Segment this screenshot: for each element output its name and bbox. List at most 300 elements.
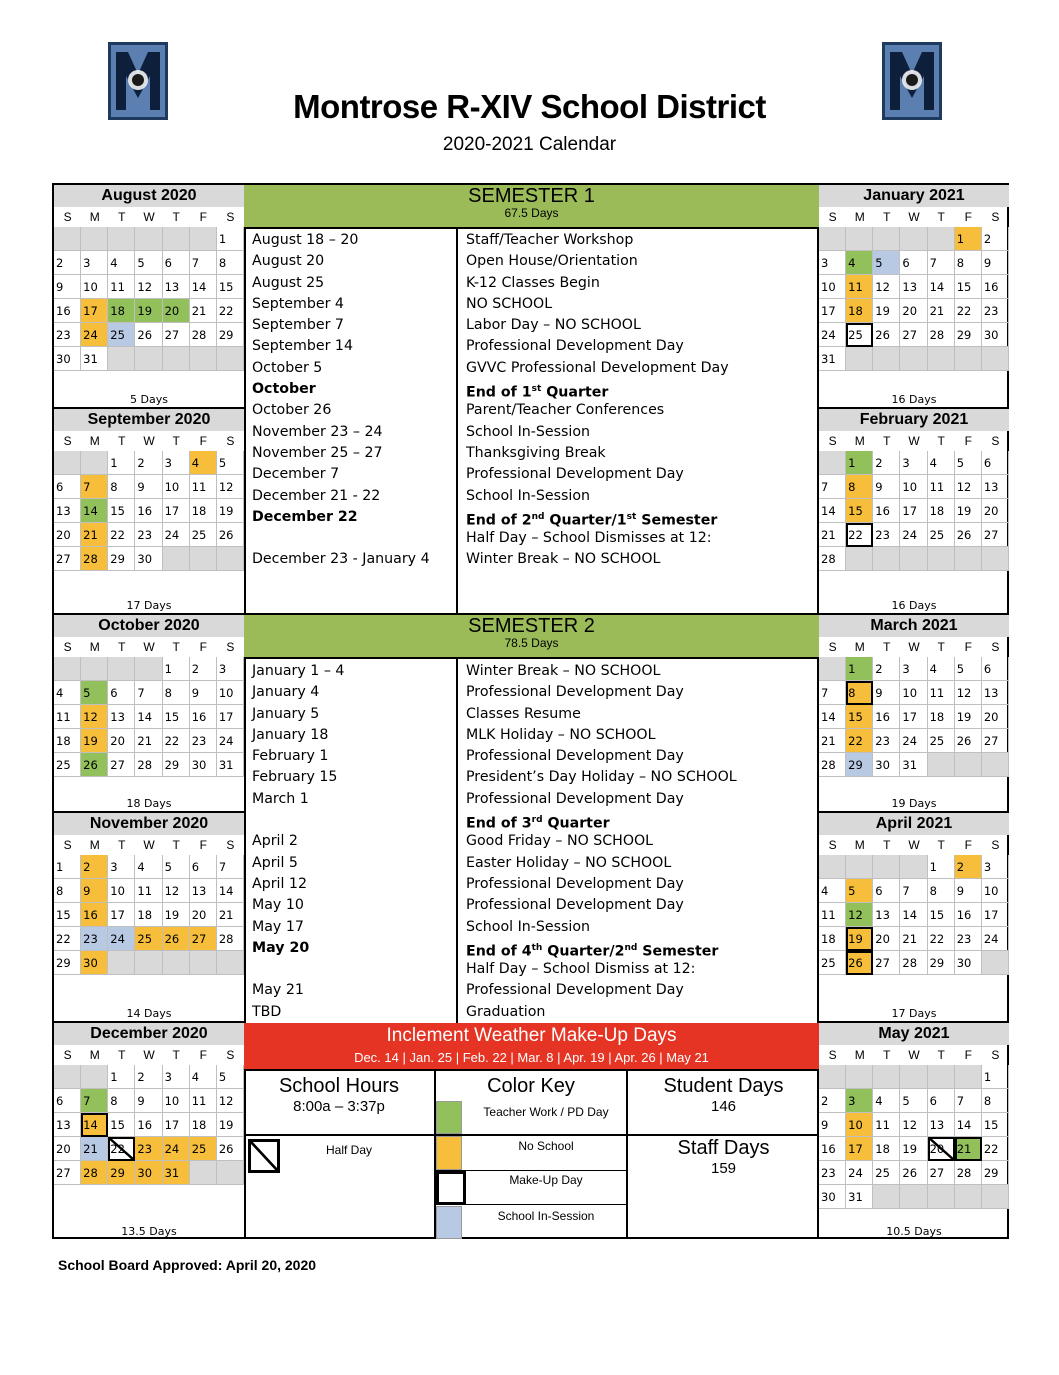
month-panel-april: [817, 813, 1007, 1023]
calendar-empty-cell: [163, 951, 190, 975]
event-row: [244, 400, 819, 421]
calendar-empty-cell: [135, 657, 162, 681]
event-description: School In-Session: [466, 487, 591, 504]
weekday-label: S: [63, 434, 72, 448]
calendar-day: 7: [900, 879, 927, 903]
calendar-day: 13: [108, 705, 135, 729]
event-date: May 10: [252, 897, 304, 914]
event-row: [244, 704, 819, 725]
weekday-label: W: [908, 434, 920, 448]
calendar-day: 25: [54, 753, 81, 777]
semester2-days: 78.5 Days: [504, 636, 559, 650]
day-grid: [819, 657, 1009, 777]
calendar-day: 19: [873, 299, 900, 323]
calendar-day: 24: [900, 729, 927, 753]
calendar-day: 2: [54, 251, 81, 275]
weekday-label: T: [118, 838, 126, 852]
student-days-title: Student Days: [663, 1075, 784, 1097]
calendar-day: 1: [217, 227, 244, 251]
inclement-title: Inclement Weather Make-Up Days: [386, 1025, 677, 1046]
calendar-day: 9: [873, 475, 900, 499]
calendar-day: 21: [81, 1137, 108, 1161]
semester2-title: SEMESTER 2: [468, 615, 595, 637]
calendar-day: 15: [108, 1113, 135, 1137]
weekday-label: F: [199, 210, 207, 224]
month-october-2020: [54, 615, 244, 811]
calendar-day: 18: [928, 705, 955, 729]
month-panel-september: [54, 409, 246, 615]
calendar-empty-cell: [108, 227, 135, 251]
calendar-day: 7: [819, 475, 846, 499]
calendar-day: 26: [81, 753, 108, 777]
calendar-day: 16: [81, 903, 108, 927]
month-name: August 2020: [54, 185, 244, 207]
calendar-day: 28: [190, 323, 217, 347]
calendar-day: 10: [81, 275, 108, 299]
weekday-label: S: [226, 640, 235, 654]
calendar-day: 21: [955, 1137, 982, 1161]
calendar-day: 9: [190, 681, 217, 705]
event-date: April 5: [252, 854, 298, 871]
calendar-day: 22: [108, 523, 135, 547]
weekday-label: W: [908, 1048, 920, 1062]
calendar-day: 5: [955, 657, 982, 681]
calendar-day: 18: [873, 1137, 900, 1161]
calendar-day: 13: [163, 275, 190, 299]
month-day-count: 10.5 Days: [886, 1225, 942, 1238]
weekday-label: S: [991, 1048, 1000, 1062]
calendar-day: 24: [982, 927, 1009, 951]
weekday-label: W: [143, 1048, 155, 1062]
event-date: [244, 959, 456, 980]
calendar-day: 7: [928, 251, 955, 275]
calendar-day: 15: [108, 499, 135, 523]
event-date: September 4: [252, 295, 344, 312]
calendar-day: 14: [819, 499, 846, 523]
semester1-events: [244, 229, 819, 615]
calendar-empty-cell: [135, 951, 162, 975]
calendar-day: 6: [900, 251, 927, 275]
calendar-day: 10: [900, 475, 927, 499]
event-date: August 18 – 20: [252, 232, 359, 248]
calendar-day: 21: [135, 729, 162, 753]
calendar-day: 16: [54, 299, 81, 323]
weekday-label: T: [172, 210, 180, 224]
month-january-2021: [819, 185, 1009, 407]
calendar-day: 2: [135, 451, 162, 475]
calendar-day: 4: [846, 251, 873, 275]
calendar-day: 18: [190, 1113, 217, 1137]
event-description: Labor Day – NO SCHOOL: [466, 317, 641, 334]
calendar-day: 24: [163, 1137, 190, 1161]
calendar-day: 15: [217, 275, 244, 299]
calendar-empty-cell: [928, 1185, 955, 1209]
event-row: [244, 549, 819, 570]
event-description: K-12 Classes Begin: [466, 274, 600, 291]
event-row: [244, 661, 819, 682]
weekday-label: T: [172, 434, 180, 448]
calendar-empty-cell: [955, 1185, 982, 1209]
event-description: Easter Holiday – NO SCHOOL: [466, 854, 672, 871]
calendar-empty-cell: [819, 657, 846, 681]
calendar-day: 7: [81, 475, 108, 499]
calendar-day: 23: [873, 729, 900, 753]
event-row: [244, 810, 819, 831]
event-row: [244, 917, 819, 938]
calendar-day: 29: [982, 1161, 1009, 1185]
calendar-empty-cell: [846, 855, 873, 879]
day-grid: [819, 227, 1009, 371]
weekday-label: T: [118, 640, 126, 654]
calendar-empty-cell: [54, 657, 81, 681]
calendar-empty-cell: [108, 657, 135, 681]
event-row: [244, 230, 819, 251]
calendar-day: 11: [819, 903, 846, 927]
calendar-day: 18: [108, 299, 135, 323]
student-days: [628, 1075, 819, 1115]
event-description: Professional Development Day: [466, 875, 684, 892]
month-name: February 2021: [819, 409, 1009, 431]
month-day-count: 16 Days: [891, 393, 937, 406]
event-description: MLK Holiday – NO SCHOOL: [466, 726, 656, 743]
calendar-day: 10: [982, 879, 1009, 903]
student-days-value: 146: [710, 1098, 737, 1115]
weekday-label: S: [828, 838, 837, 852]
calendar-day: 6: [982, 657, 1009, 681]
month-april-2021: [819, 813, 1009, 1021]
calendar-day: 9: [955, 879, 982, 903]
event-date: May 21: [252, 982, 304, 999]
calendar-day: 24: [819, 323, 846, 347]
calendar-day: 3: [900, 451, 927, 475]
weekday-label: S: [991, 838, 1000, 852]
weekday-label: M: [89, 640, 100, 654]
calendar-day: 24: [163, 523, 190, 547]
calendar-day: 28: [819, 547, 846, 571]
calendar-day: 2: [190, 657, 217, 681]
calendar-day: 24: [217, 729, 244, 753]
event-date: October 26: [252, 402, 332, 419]
weekday-label: S: [226, 1048, 235, 1062]
calendar-day: 5: [163, 855, 190, 879]
weekday-label: F: [199, 838, 207, 852]
calendar-empty-cell: [900, 855, 927, 879]
weekday-label: S: [991, 210, 1000, 224]
semester1-title: SEMESTER 1: [468, 185, 595, 207]
month-march-2021: [819, 615, 1009, 811]
day-grid: [819, 451, 1009, 571]
calendar-empty-cell: [81, 1065, 108, 1089]
calendar-day: 19: [900, 1137, 927, 1161]
calendar-empty-cell: [135, 227, 162, 251]
weekday-label: F: [199, 1048, 207, 1062]
calendar-day: 15: [982, 1113, 1009, 1137]
calendar-day: 7: [217, 855, 244, 879]
calendar-day: 28: [81, 1161, 108, 1185]
calendar-day: 4: [928, 657, 955, 681]
calendar-day: 14: [135, 705, 162, 729]
weekday-label: S: [828, 434, 837, 448]
calendar-day: 14: [928, 275, 955, 299]
teacher-work-swatch: [436, 1101, 462, 1134]
event-description: President’s Day Holiday – NO SCHOOL: [466, 769, 737, 786]
calendar-day: 3: [846, 1089, 873, 1113]
calendar-day: 2: [873, 657, 900, 681]
calendar-day: 29: [108, 1161, 135, 1185]
calendar-day: 31: [163, 1161, 190, 1185]
weekday-label: T: [937, 434, 945, 448]
event-date: August 25: [252, 274, 325, 291]
month-november-2020: [54, 813, 244, 1021]
event-column-divider: [456, 229, 458, 613]
calendar-day: 15: [928, 903, 955, 927]
month-name: March 2021: [819, 615, 1009, 637]
calendar-day: 6: [54, 475, 81, 499]
event-row: [244, 746, 819, 767]
event-row: [244, 486, 819, 507]
calendar-day: 12: [900, 1113, 927, 1137]
semester2-events: [244, 659, 819, 1023]
calendar-empty-cell: [217, 347, 244, 371]
calendar-day: 23: [982, 299, 1009, 323]
weekday-label: T: [937, 838, 945, 852]
calendar-day: 6: [190, 855, 217, 879]
calendar-day: 13: [873, 903, 900, 927]
calendar-empty-cell: [982, 753, 1009, 777]
calendar-day: 18: [846, 299, 873, 323]
calendar-day: 20: [163, 299, 190, 323]
calendar-day: 22: [217, 299, 244, 323]
calendar-day: 15: [955, 275, 982, 299]
calendar-day: 22: [982, 1137, 1009, 1161]
month-panel-january: [817, 185, 1007, 409]
calendar-day: 23: [955, 927, 982, 951]
calendar-empty-cell: [928, 753, 955, 777]
calendar-day: 8: [982, 1089, 1009, 1113]
calendar-day: 30: [190, 753, 217, 777]
calendar-day: 19: [163, 903, 190, 927]
calendar-day: 28: [928, 323, 955, 347]
weekday-label: W: [143, 434, 155, 448]
month-may-2021: [819, 1023, 1009, 1239]
event-description: End of 2nd Quarter/1st Semester: [466, 511, 718, 529]
calendar-day: 5: [217, 451, 244, 475]
month-panel-december: [54, 1023, 246, 1239]
calendar-day: 9: [873, 681, 900, 705]
calendar-empty-cell: [819, 451, 846, 475]
calendar-day: 22: [846, 729, 873, 753]
calendar-day: 29: [928, 951, 955, 975]
event-date: October 5: [252, 359, 323, 376]
calendar-day: 10: [163, 1089, 190, 1113]
calendar-day: 12: [81, 705, 108, 729]
event-date: May 17: [252, 918, 304, 935]
calendar-empty-cell: [955, 547, 982, 571]
month-day-count: 14 Days: [126, 1007, 172, 1020]
calendar-day: 5: [873, 251, 900, 275]
event-row: [244, 1002, 819, 1023]
calendar-day: 12: [955, 475, 982, 499]
calendar-day: 17: [163, 499, 190, 523]
calendar-day: 11: [190, 475, 217, 499]
event-row: [244, 336, 819, 357]
calendar-day: 14: [81, 1113, 108, 1137]
weekday-label: S: [828, 640, 837, 654]
weekday-label: S: [991, 434, 1000, 448]
calendar-empty-cell: [163, 227, 190, 251]
weekday-label: S: [828, 1048, 837, 1062]
month-name: December 2020: [54, 1023, 244, 1045]
weekday-label: M: [89, 838, 100, 852]
calendar-day: 17: [163, 1113, 190, 1137]
event-description: End of 3rd Quarter: [466, 815, 610, 832]
calendar-day: 30: [955, 951, 982, 975]
calendar-day: 15: [163, 705, 190, 729]
month-august-2020: [54, 185, 244, 407]
calendar-empty-cell: [900, 1185, 927, 1209]
calendar-empty-cell: [819, 227, 846, 251]
calendar-day: 4: [190, 451, 217, 475]
staff-days-value: 159: [710, 1160, 737, 1177]
calendar-day: 22: [846, 523, 873, 547]
calendar-day: 2: [982, 227, 1009, 251]
event-description: Half Day – School Dismiss at 12:: [466, 961, 696, 978]
calendar-day: 19: [217, 1113, 244, 1137]
calendar-day: 22: [928, 927, 955, 951]
calendar-day: 4: [190, 1065, 217, 1089]
calendar-day: 11: [54, 705, 81, 729]
event-description: End of 4th Quarter/2nd Semester: [466, 942, 719, 960]
calendar-day: 18: [819, 927, 846, 951]
calendar-day: 28: [81, 547, 108, 571]
weekday-label: W: [143, 838, 155, 852]
calendar-empty-cell: [982, 547, 1009, 571]
weekday-header: [54, 207, 244, 227]
event-description: Professional Development Day: [466, 982, 684, 999]
calendar-day: 2: [81, 855, 108, 879]
calendar-day: 1: [108, 451, 135, 475]
calendar-day: 20: [54, 523, 81, 547]
calendar-day: 30: [135, 1161, 162, 1185]
calendar-day: 26: [900, 1161, 927, 1185]
event-date: November 25 – 27: [252, 444, 383, 461]
calendar-day: 19: [81, 729, 108, 753]
calendar-day: 27: [108, 753, 135, 777]
weekday-label: T: [172, 838, 180, 852]
weekday-label: M: [854, 210, 865, 224]
event-date: [244, 810, 456, 831]
calendar-day: 27: [54, 547, 81, 571]
calendar-day: 25: [108, 323, 135, 347]
calendar-day: 12: [955, 681, 982, 705]
calendar-empty-cell: [982, 347, 1009, 371]
event-description: Professional Development Day: [466, 748, 684, 765]
calendar-empty-cell: [190, 1161, 217, 1185]
calendar-day: 9: [982, 251, 1009, 275]
calendar-day: 27: [54, 1161, 81, 1185]
calendar-day: 21: [819, 729, 846, 753]
month-name: October 2020: [54, 615, 244, 637]
calendar-day: 4: [819, 879, 846, 903]
calendar-day: 13: [54, 1113, 81, 1137]
month-february-2021: [819, 409, 1009, 613]
calendar-day: 10: [819, 275, 846, 299]
inclement-dates: Dec. 14 | Jan. 25 | Feb. 22 | Mar. 8 | Apr. 19 | Apr. 26 | May 21: [354, 1050, 709, 1065]
calendar-day: 3: [819, 251, 846, 275]
calendar-empty-cell: [846, 1065, 873, 1089]
calendar-day: 28: [819, 753, 846, 777]
calendar-day: 19: [955, 499, 982, 523]
calendar-day: 29: [108, 547, 135, 571]
calendar-day: 21: [81, 523, 108, 547]
calendar-empty-cell: [982, 1185, 1009, 1209]
calendar-empty-cell: [217, 951, 244, 975]
calendar-day: 20: [928, 1137, 955, 1161]
calendar-day: 11: [873, 1113, 900, 1137]
weekday-label: F: [199, 434, 207, 448]
event-row: [244, 959, 819, 980]
event-description: School In-Session: [466, 918, 591, 935]
calendar-day: 31: [900, 753, 927, 777]
calendar-day: 26: [873, 323, 900, 347]
calendar-day: 16: [819, 1137, 846, 1161]
event-row: [244, 895, 819, 916]
month-september-2020: [54, 409, 244, 613]
calendar-day: 30: [819, 1185, 846, 1209]
month-day-count: 13.5 Days: [121, 1225, 177, 1238]
calendar-empty-cell: [955, 753, 982, 777]
weekday-label: T: [937, 1048, 945, 1062]
calendar-day: 27: [982, 523, 1009, 547]
event-date: March 1: [252, 790, 309, 807]
event-date: November 23 – 24: [252, 423, 383, 440]
calendar-day: 27: [982, 729, 1009, 753]
calendar-day: 4: [54, 681, 81, 705]
calendar-empty-cell: [982, 951, 1009, 975]
calendar-day: 31: [819, 347, 846, 371]
calendar-day: 1: [163, 657, 190, 681]
day-grid: [54, 451, 244, 571]
calendar-day: 20: [873, 927, 900, 951]
weekday-label: S: [63, 838, 72, 852]
calendar-day: 16: [873, 705, 900, 729]
calendar-day: 2: [955, 855, 982, 879]
calendar-day: 23: [81, 927, 108, 951]
calendar-empty-cell: [846, 347, 873, 371]
calendar-day: 28: [135, 753, 162, 777]
calendar-day: 2: [135, 1065, 162, 1089]
event-description: GVVC Professional Development Day: [466, 359, 729, 376]
weekday-label: S: [63, 210, 72, 224]
month-panel-march: [817, 615, 1007, 813]
calendar-empty-cell: [928, 347, 955, 371]
calendar-day: 23: [135, 523, 162, 547]
calendar-day: 10: [108, 879, 135, 903]
calendar-day: 22: [163, 729, 190, 753]
weekday-label: W: [908, 640, 920, 654]
calendar-day: 11: [846, 275, 873, 299]
event-description: School In-Session: [466, 423, 591, 440]
calendar-day: 27: [900, 323, 927, 347]
calendar-day: 27: [190, 927, 217, 951]
calendar-empty-cell: [955, 347, 982, 371]
month-panel-august: [54, 185, 246, 409]
weekday-label: W: [143, 210, 155, 224]
weekday-label: T: [172, 640, 180, 654]
calendar-day: 26: [846, 951, 873, 975]
weekday-header: [819, 431, 1009, 451]
inclement-weather-banner: [244, 1023, 819, 1071]
